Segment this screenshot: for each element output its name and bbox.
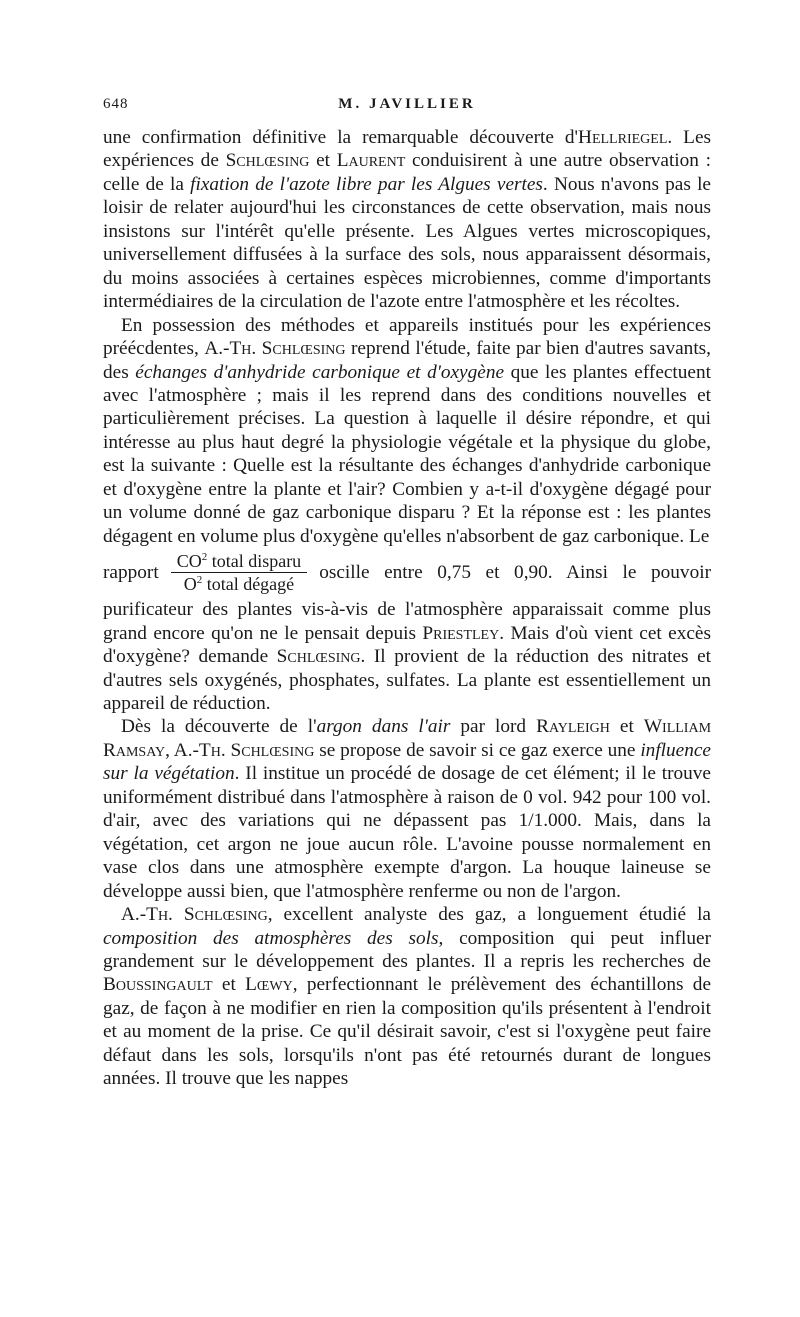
numerator-text: total disparu bbox=[207, 551, 302, 572]
author-name: William Ramsay, A.-Th. Schlœsing bbox=[103, 716, 712, 761]
paragraph-1 bbox=[103, 126, 711, 314]
text-run: que les plantes effectuent avec l'atmosphère ; mais il les reprend dans des conditions nouvelles et particulièrement précises. La question à laquelle il désire répondre, et qui intéresse au plus haut degré la physiologie végétale et la physique du globe, est la suivante : Quelle est la résultante des échanges d'anhydride carbonique et d'oxygène entre la plante et l'air? Combien y a-t-il d'oxygène dégagé pour un volume donné de gaz carbonique disparu ? Et la réponse est : les plantes dégagent en volume plus d'oxygène qu'elles n'absorbent de gaz carbonique. Le bbox=[103, 361, 711, 547]
text-run: . Les expériences de bbox=[103, 127, 712, 172]
author-name: Schlœsing bbox=[225, 150, 310, 172]
running-title: M. JAVILLIER bbox=[338, 96, 476, 112]
numerator-exponent: 2 bbox=[201, 551, 208, 564]
italic-phrase: échanges d'anhydride carbonique et d'oxygène bbox=[135, 361, 505, 383]
fraction-trailing-text: oscille entre 0,75 et 0,90. Ainsi le pouvoir bbox=[319, 561, 711, 583]
fraction-denominator bbox=[178, 573, 300, 594]
text-run: , composition qui peut influer grandement sur le développement des plantes. Il a repris les recherches de bbox=[103, 927, 711, 972]
page-header bbox=[103, 96, 711, 118]
author-name: Boussingault bbox=[103, 974, 213, 996]
author-name: A.-Th. Schlœsing bbox=[121, 904, 268, 926]
fraction-numerator bbox=[171, 551, 308, 573]
text-run: et bbox=[212, 974, 246, 996]
author-name: A.-Th. Schlœsing bbox=[204, 338, 346, 360]
author-name: Priestley bbox=[422, 622, 500, 644]
book-page bbox=[103, 96, 711, 1091]
author-name: Rayleigh bbox=[536, 716, 610, 738]
denominator-text: total dégagé bbox=[202, 574, 295, 595]
paragraph-2-continued bbox=[103, 598, 711, 715]
author-name: Laurent bbox=[336, 150, 406, 172]
text-run: et bbox=[309, 150, 337, 172]
author-name: Lœwy bbox=[245, 974, 293, 996]
paragraph-3 bbox=[103, 715, 711, 903]
italic-phrase: fixation de l'azote libre par les Algues vertes bbox=[190, 173, 543, 195]
italic-phrase: influence sur la végétation bbox=[103, 739, 711, 785]
author-name: Schlœsing bbox=[276, 646, 361, 668]
italic-phrase: argon dans l'air bbox=[316, 716, 451, 738]
italic-phrase: composition des atmosphères des sols bbox=[103, 927, 439, 949]
text-run: , excellent analyste des gaz, a longuement étudié la bbox=[267, 904, 711, 926]
denominator-symbol: O bbox=[183, 574, 197, 595]
text-run: purificateur des plantes vis-à-vis de l'atmosphère apparaissait comme plus grand encore qu'on ne le pensait depuis bbox=[103, 599, 711, 644]
text-run: . Mais d'où vient cet excès d'oxygène? demande bbox=[103, 622, 711, 668]
numerator-symbol: CO bbox=[176, 551, 202, 572]
text-run: . Il institue un procédé de dosage de cet élément; il le trouve uniformément distribué dans l'atmosphère à raison de 0 vol. 942 pour 100 vol. d'air, avec des variations qui ne dépassent pas 1/1.000. Mais, dans la végétation, cet argon ne joue aucun rôle. L'avoine pousse normalement en vase clos dans une atmosphère exempte d'argon. La houque laineuse se développe aussi bien, que l'atmosphère renferme ou non de l'argon. bbox=[103, 763, 711, 902]
text-run: et bbox=[609, 716, 644, 738]
body-text bbox=[103, 126, 711, 1091]
text-run: En possession des méthodes et appareils institués pour les expériences préécdentes, bbox=[103, 314, 711, 360]
text-run: reprend l'étude, faite par bien d'autres savants, des bbox=[103, 338, 711, 383]
text-run: . Nous n'avons pas le loisir de relater aujourd'hui les circonstances de cette observation, mais nous insistons sur l'intérêt qu'elle présente. Les Algues vertes microscopiques, universellement diffusées à la surface des sols, nous apparaissent désormais, du moins associées à certaines espèces microbiennes, comme d'importants intermédiaires de la circulation de l'azote entre l'atmosphère et les récoltes. bbox=[103, 173, 711, 313]
paragraph-4 bbox=[103, 903, 711, 1091]
fraction-line bbox=[103, 551, 711, 594]
text-run: conduisirent à une autre observation : celle de la bbox=[103, 150, 711, 195]
fraction bbox=[171, 551, 308, 594]
text-run: . Il provient de la réduction des nitrates et d'autres sels oxygénés, phosphates, sulfates. La plante est essentiellement un appareil de réduction. bbox=[103, 646, 711, 714]
text-run: par lord bbox=[450, 716, 537, 738]
text-run: se propose de savoir si ce gaz exerce une bbox=[314, 739, 641, 761]
text-run: Dès la découverte de l' bbox=[121, 716, 317, 738]
denominator-exponent: 2 bbox=[196, 574, 203, 587]
fraction-label: rapport bbox=[103, 561, 159, 583]
text-run: une confirmation définitive la remarquable découverte d' bbox=[103, 127, 579, 148]
text-run: , perfectionnant le prélèvement des échantillons de gaz, de façon à ne modifier en rien la composition qu'ils présentent à l'endroit et au moment de la prise. Ce qu'il désirait savoir, c'est si l'oxygène peut faire défaut dans les sols, lorsqu'ils n'ont pas été retournés durant de longues années. Il trouve que les nappes bbox=[103, 974, 711, 1090]
author-name: Hellriegel bbox=[578, 127, 668, 148]
page-number: 648 bbox=[103, 96, 129, 112]
paragraph-2 bbox=[103, 314, 711, 549]
